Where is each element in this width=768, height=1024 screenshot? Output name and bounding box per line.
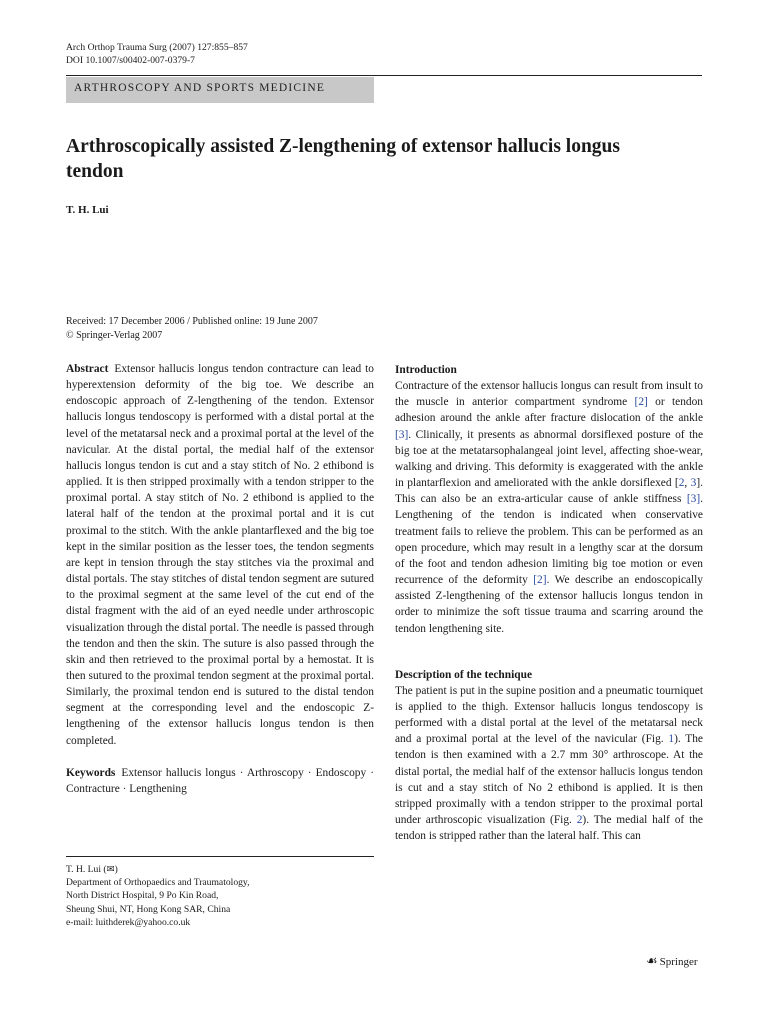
citation-link[interactable]: [2] [533, 574, 547, 587]
citation-link[interactable]: [2] [634, 396, 648, 409]
left-column [66, 361, 374, 797]
copyright-line: © Springer-Verlag 2007 [66, 330, 163, 341]
citation-link[interactable]: [3] [395, 428, 409, 441]
publication-dates [66, 315, 318, 343]
section-banner: ARTHROSCOPY AND SPORTS MEDICINE [66, 77, 374, 103]
publisher-name: Springer [659, 956, 698, 968]
header-rule [66, 75, 702, 76]
abstract-label: Abstract [66, 363, 109, 375]
technique-paragraph: The patient is put in the supine position and a pneumatic tourniquet is applied to the thigh. Extensor hallucis longus tendoscopy is performed with a distal portal at the level of the metatarsal neck and a proximal portal at the level of the navicular (Fig. 1). The tendon is then examined with a 2.7 mm 30° arthroscope. At the distal portal, the medial half of the extensor hallucis longus tendon is cut and a stay stitch of No 2 ethibond is applied. It is then stripped proximally with a tendon stripper to the proximal portal under arthroscopic visualization (Fig. 2). The medial half of the tendon is stripped rather than the lateral half. This can [395, 684, 703, 843]
author-name: T. H. Lui [66, 204, 109, 216]
keywords-text: Extensor hallucis longus · Arthroscopy · Endoscopy · Contracture · Lengthening [66, 766, 374, 795]
publisher-mark [646, 953, 698, 969]
author-affiliation [66, 863, 250, 929]
citation-link[interactable]: 2 [678, 477, 685, 490]
article-title: Arthroscopically assisted Z-lengthening of extensor hallucis longus tendon [66, 136, 620, 182]
journal-reference [66, 41, 248, 67]
affiliation-name: T. H. Lui (✉) [66, 864, 118, 875]
keywords-paragraph [66, 765, 374, 797]
affiliation-department: Department of Orthopaedics and Traumatology, [66, 877, 250, 889]
affiliation-city: Sheung Shui, NT, Hong Kong SAR, China [66, 903, 231, 915]
figure-link[interactable]: 2 [576, 814, 583, 827]
journal-citation-line: Arch Orthop Trauma Surg (2007) 127:855–857 [66, 42, 248, 53]
abstract-text: Extensor hallucis longus tendon contracture can lead to hyperextension deformity of the big toe. We describe an endoscopic approach of Z-lengthening of the tendon. Extensor hallucis longus tendoscopy is performed with a distal portal at the level of the metatarsal neck and a proximal portal at the level of the navicular. At the distal portal, the medial half of the extensor hallucis longus tendon is cut and a stay stitch of No. 2 ethibond is applied. It is then stripped proximally with a tendon stripper to the proximal portal. A stay stitch of No. 2 ethibond is applied to the lateral half of the tendon at the proximal portal and it is cut proximal to the stitch. With the ankle plantarflexed and the big toe kept in the similar position as the lesser toes, the tendon segments are kept in tension through the stay stitches via the proximal and distal portals. The stay stitches of distal tendon segment are sutured to the proximal segment at the same level of the cut end of the distal fragment with the aid of an eyed needle under arthroscopic visualization through the distal portal. The needle is passed through the tendon and then the skin. The suture is also passed through the skin and then retrieved to the proximal portal by a hemostat. It is then sutured to the proximal tendon segment at the proximal portal. Similarly, the proximal tendon end is sutured to the distal tendon segment at the corresponding level and the endoscopic Z-lengthening of the extensor hallucis longus tendon is then completed. [66, 363, 374, 747]
technique-heading: Description of the technique [395, 668, 532, 681]
figure-link[interactable]: 1 [668, 733, 675, 746]
doi-line: DOI 10.1007/s00402-007-0379-7 [66, 55, 195, 66]
springer-horse-icon: ☙ [646, 953, 658, 968]
affiliation-rule [66, 856, 374, 857]
introduction-heading: Introduction [395, 364, 457, 376]
introduction-paragraph: Contracture of the extensor hallucis longus can result from insult to the muscle in anterior compartment syndrome [2] or tendon adhesion around the ankle after fracture dislocation of the ankle [3]. Clinically, it presents as abnormal dorsiflexed posture of the big toe at the metatarsophalangeal joint level, affecting shoe-wear, walking and driving. This deformity is exaggerated with the ankle in plantarflexion and ameliorated with the ankle dorsiflexed [2, 3]. This can also be an extra-articular cause of ankle stiffness [3]. Lengthening of the tendon is indicated when conservative treatment fails to relieve the problem. This can be performed as an open procedure, which may result in a lengthy scar at the dorsum of the foot and tendon adhesion limiting big toe motion or even recurrence of the deformity [2]. We describe an endoscopically assisted Z-lengthening of the extensor hallucis longus tendon in order to minimize the soft tissue trauma and scarring around the tendon lengthening site. [395, 380, 704, 635]
affiliation-email[interactable]: e-mail: luithderek@yahoo.co.uk [66, 916, 191, 928]
affiliation-hospital: North District Hospital, 9 Po Kin Road, [66, 890, 219, 902]
abstract-paragraph [66, 361, 374, 749]
citation-link[interactable]: 3 [690, 477, 697, 490]
right-column [395, 362, 703, 844]
citation-link[interactable]: [3] [686, 493, 701, 506]
keywords-label: Keywords [66, 766, 116, 779]
received-line: Received: 17 December 2006 / Published online: 19 June 2007 [66, 316, 318, 327]
